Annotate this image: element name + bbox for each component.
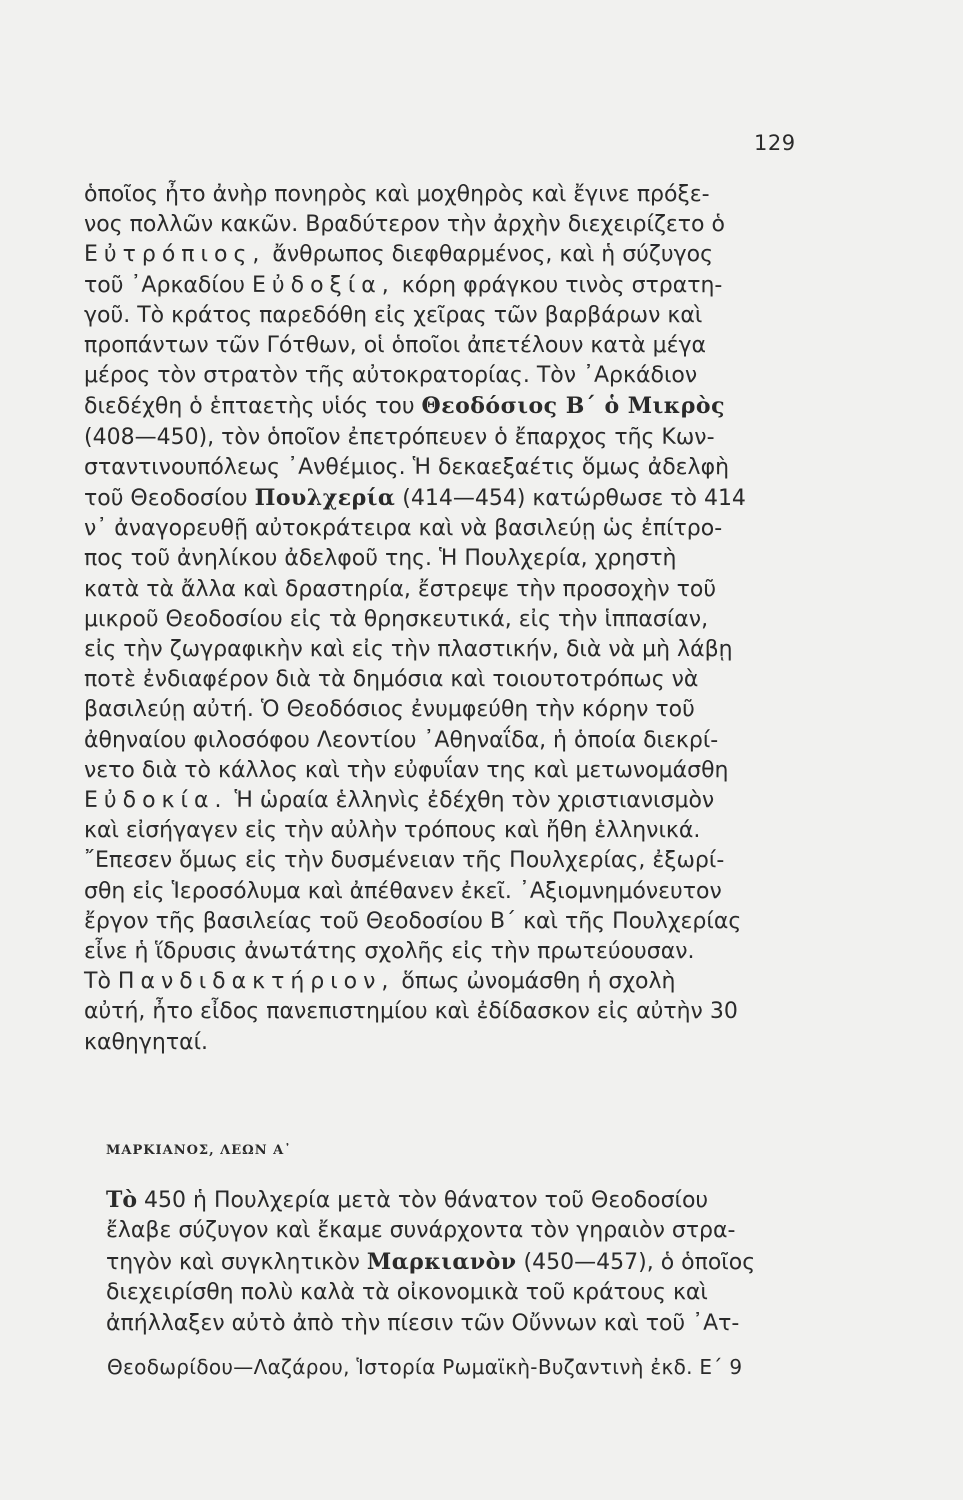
name-eutropios: Εὐτρόπιος, [84, 242, 266, 268]
text-line: ὁποῖος ἦτο ἀνὴρ πονηρὸς καὶ μοχθηρὸς καὶ ἔγινε πρόξε- [84, 182, 710, 207]
text-line: καὶ εἰσήγαγεν εἰς τὴν αὐλὴν τρόπους καὶ ἤθη ἑλληνικά. [84, 818, 701, 844]
text-line: ἔργον τῆς βασιλείας τοῦ Θεοδοσίου Β΄ καὶ τῆς Πουλχερίας [84, 908, 742, 934]
text-line: πος τοῦ ἀνηλίκου ἀδελφοῦ της. Ἡ Πουλχερία, χρηστὴ [84, 546, 677, 572]
text-fragment: (450—457), ὁ ὁποῖος [516, 1249, 756, 1275]
text-line: σταντινουπόλεως ᾿Ανθέμιος. Ἡ δεκαεξαέτις ὅμως ἀδελφὴ [84, 454, 730, 480]
text-line: αὐτή, ἦτο εἶδος πανεπιστημίου καὶ ἐδίδασκον εἰς αὐτὴν 30 [84, 999, 738, 1025]
name-eudokia: Εὐδοκία. [84, 788, 228, 814]
text-fragment: 450 ἡ Πουλχερία μετὰ τὸν θάνατον τοῦ Θεοδοσίου [137, 1188, 709, 1213]
page-footer: Θεοδωρίδου—Λαζάρου, Ἱστορία Ρωμαϊκὴ-Βυζαντινὴ ἐκδ. Ε΄ 9 [107, 1355, 743, 1379]
text-line: μικροῦ Θεοδοσίου εἰς τὰ θρησκευτικά, εἰς τὴν ἱππασίαν, [84, 606, 709, 632]
name-theodosius: Θεοδόσιος Β΄ ὁ Μικρὸς [421, 393, 725, 420]
text-line: σθη εἰς Ἱεροσόλυμα καὶ ἀπέθανεν ἐκεῖ. ᾿Αξιομνημόνευτον [84, 878, 722, 904]
text-fragment: τηγὸν καὶ συγκλητικὸν [106, 1249, 367, 1275]
text-fragment: Ἡ ὡραία ἑλληνὶς ἐδέχθη τὸν χριστιανισμὸν [227, 788, 715, 814]
text-line: ν᾿ ἀναγορευθῇ αὐτοκράτειρα καὶ νὰ βασιλεύῃ ὡς ἐπίτρο- [84, 516, 723, 542]
text-line [106, 1247, 816, 1278]
text-line: εἰς τὴν ζωγραφικὴν καὶ εἰς τὴν πλαστικήν, διὰ νὰ μὴ λάβῃ [84, 637, 733, 663]
text-line: νετο διὰ τὸ κάλλος καὶ τὴν εὐφυΐαν της καὶ μετωνομάσθη [84, 757, 729, 783]
text-line [84, 786, 804, 816]
text-fragment: κόρη φράγκου τινὸς στρατη- [394, 272, 723, 298]
text-line [84, 240, 804, 270]
text-line: ποτὲ ἐνδιαφέρον διὰ τὰ δημόσια καὶ τοιουτοτρόπως νὰ [84, 667, 699, 693]
section-heading: ΜΑΡΚΙΑΝΟΣ, ΛΕΩΝ Α᾿ [106, 1143, 292, 1158]
text-line: κατὰ τὰ ἄλλα καὶ δραστηρία, ἔστρεψε τὴν προσοχὴν τοῦ [84, 576, 717, 602]
text-line: εἶνε ἡ ἵδρυσις ἀνωτάτης σχολῆς εἰς τὴν πρωτεύουσαν. [84, 939, 695, 965]
text-line [84, 271, 804, 301]
text-line: ἀπήλλαξεν αὐτὸ ἀπὸ τὴν πίεσιν τῶν Οὔννων καὶ τοῦ ᾿Ατ- [106, 1310, 740, 1336]
main-paragraph [84, 180, 804, 1058]
lead-word: Τὸ [106, 1187, 138, 1213]
text-line: καθηγηταί. [84, 1029, 209, 1055]
text-fragment: ἄνθρωπος διεφθαρμένος, καὶ ἡ σύζυγος [265, 242, 713, 268]
text-line: βασιλεύῃ αὐτή. Ὁ Θεοδόσιος ἐνυμφεύθη τὴν κόρην τοῦ [84, 697, 695, 723]
text-line: (408—450), τὸν ὁποῖον ἐπετρόπευεν ὁ ἔπαρχος τῆς Κων- [84, 424, 715, 450]
text-line: ῎Επεσεν ὅμως εἰς τὴν δυσμένειαν τῆς Πουλχερίας, ἐξωρί- [84, 848, 725, 874]
text-fragment: διεδέχθη ὁ ἑπταετὴς υἱός του [84, 394, 422, 420]
name-marcian: Μαρκιανὸν [366, 1248, 517, 1275]
name-pulcheria: Πουλχερία [254, 485, 396, 512]
text-fragment: (414—454) κατώρθωσε τὸ 414 [395, 486, 746, 512]
text-line [84, 967, 804, 997]
text-line: νος πολλῶν κακῶν. Βραδύτερον τὴν ἀρχὴν διεχειρίζετο ὁ [84, 212, 725, 238]
text-line: μέρος τὸν στρατὸν τῆς αὐτοκρατορίας. Τὸν ᾿Αρκάδιον [84, 363, 698, 389]
text-line: ἀθηναίου φιλοσόφου Λεοντίου ᾿Αθηναΐδα, ἡ ὁποία διεκρί- [84, 727, 719, 753]
page-number: 129 [754, 131, 796, 155]
text-line [84, 483, 804, 514]
section-paragraph [106, 1185, 816, 1339]
text-line [84, 391, 804, 422]
text-fragment: τοῦ ᾿Αρκαδίου [84, 272, 252, 298]
text-fragment: Τὸ [84, 969, 118, 995]
text-fragment: ὅπως ὠνομάσθη ἡ σχολὴ [394, 969, 676, 995]
text-line: προπάντων τῶν Γότθων, οἱ ὁποῖοι ἀπετέλουν κατὰ μέγα [84, 333, 707, 359]
text-line: διεχειρίσθη πολὺ καλὰ τὰ οἰκονομικὰ τοῦ κράτους καὶ [106, 1280, 708, 1306]
text-line: γοῦ. Τὸ κράτος παρεδόθη εἰς χεῖρας τῶν βαρβάρων καὶ [84, 302, 703, 328]
name-pandidakterion: Πανδιδακτήριον, [117, 969, 395, 995]
text-line: ἔλαβε σύζυγον καὶ ἔκαμε συνάρχοντα τὸν γηραιὸν στρα- [106, 1218, 736, 1244]
text-fragment: τοῦ Θεοδοσίου [84, 486, 255, 512]
name-eudoxia: Εὐδοξία, [252, 272, 395, 298]
text-line [106, 1185, 816, 1216]
